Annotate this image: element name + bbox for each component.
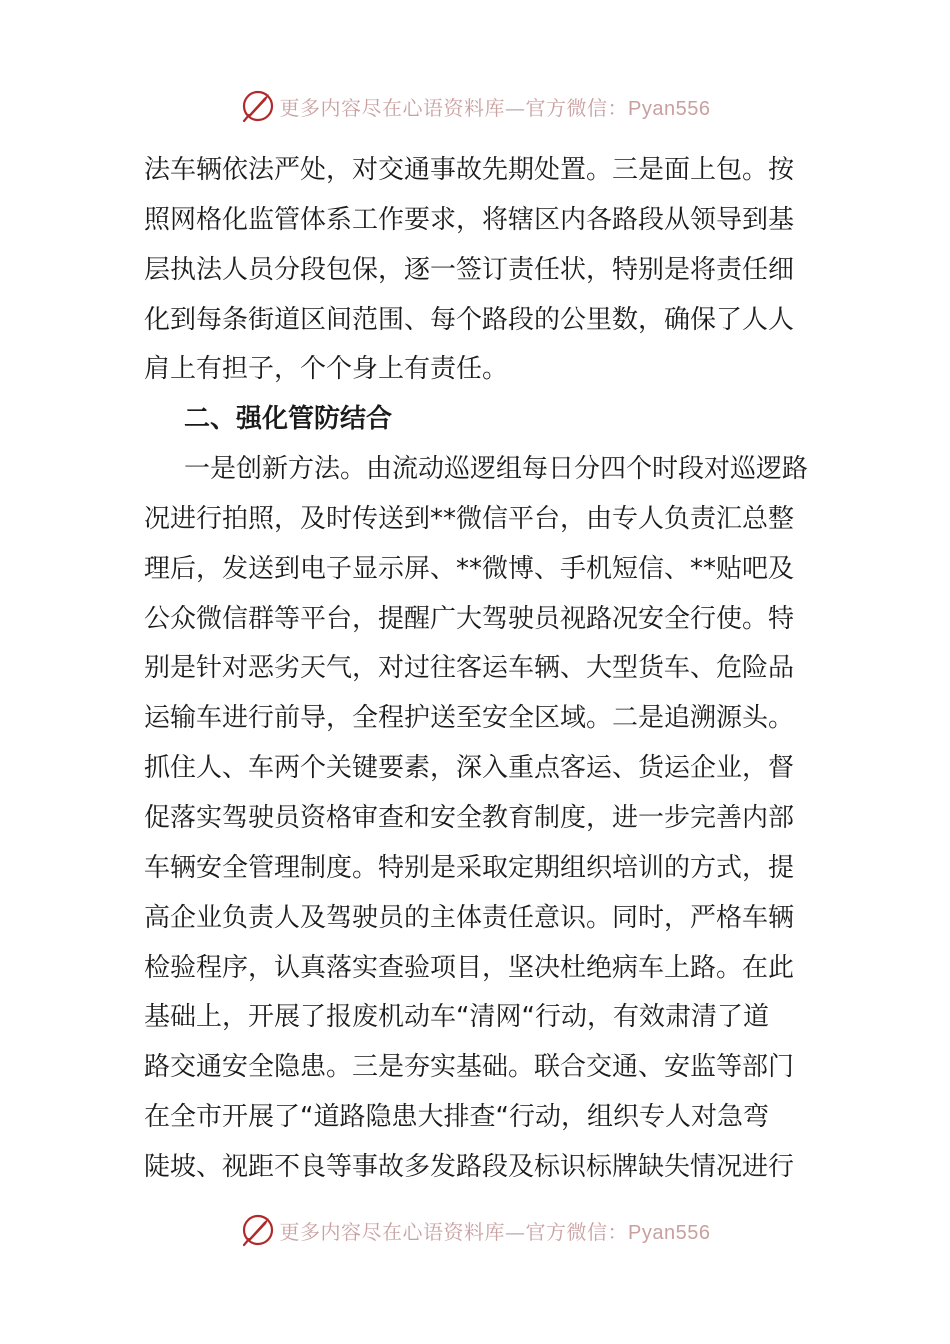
text-line: 公众微信群等平台，提醒广大驾驶员视路况安全行使。特 xyxy=(144,603,795,634)
text-line: 促落实驾驶员资格审查和安全教育制度，进一步完善内部 xyxy=(144,802,795,833)
text-line: 陡坡、视距不良等事故多发路段及标识标牌缺失情况进行 xyxy=(144,1151,795,1182)
section-heading: 二、强化管防结合 xyxy=(184,404,393,435)
text-line: 别是针对恶劣天气，对过往客运车辆、大型货车、危险品 xyxy=(144,653,795,684)
quill-pen-icon xyxy=(240,1212,276,1248)
banner-text: 更多内容尽在心语资料库—官方微信：Pyan556 xyxy=(279,1219,711,1244)
text-line: 法车辆依法严处，对交通事故先期处置。三是面上包。按 xyxy=(144,155,795,185)
text-line: 在全市开展了“道路隐患大排查“行动，组织专人对急弯 xyxy=(144,1102,769,1133)
text-line: 理后，发送到电子显示屏、**微博、手机短信、**贴吧及 xyxy=(144,553,795,584)
text-line: 运输车进行前导，全程护送至安全区域。二是追溯源头。 xyxy=(144,703,795,734)
text-line: 车辆安全管理制度。特别是采取定期组织培训的方式，提 xyxy=(144,852,795,883)
text-line: 照网格化监管体系工作要求，将辖区内各路段从领导到基 xyxy=(144,204,795,235)
text-line: 检验程序，认真落实查验项目，坚决杜绝病车上路。在此 xyxy=(144,952,795,983)
text-line: 化到每条街道区间范围、每个路段的公里数，确保了人人 xyxy=(144,304,795,335)
header-banner xyxy=(0,86,950,126)
text-line: 基础上，开展了报废机动车“清网“行动，有效肃清了道 xyxy=(144,1002,769,1033)
banner-text: 更多内容尽在心语资料库—官方微信：Pyan556 xyxy=(279,95,711,120)
text-line: 抓住人、车两个关键要素，深入重点客运、货运企业，督 xyxy=(144,753,795,784)
text-line: 路交通安全隐患。三是夯实基础。联合交通、安监等部门 xyxy=(144,1052,795,1083)
quill-pen-icon xyxy=(240,88,276,124)
paragraph-first-line: 一是创新方法。由流动巡逻组每日分四个时段对巡逻路 xyxy=(184,454,809,485)
footer-banner xyxy=(0,1210,950,1250)
text-line: 况进行拍照，及时传送到**微信平台，由专人负责汇总整 xyxy=(144,503,795,534)
text-line: 肩上有担子，个个身上有责任。 xyxy=(144,354,509,385)
text-line: 高企业负责人及驾驶员的主体责任意识。同时，严格车辆 xyxy=(144,902,795,933)
text-line: 层执法人员分段包保，逐一签订责任状，特别是将责任细 xyxy=(144,254,795,285)
document-body xyxy=(144,146,808,1193)
